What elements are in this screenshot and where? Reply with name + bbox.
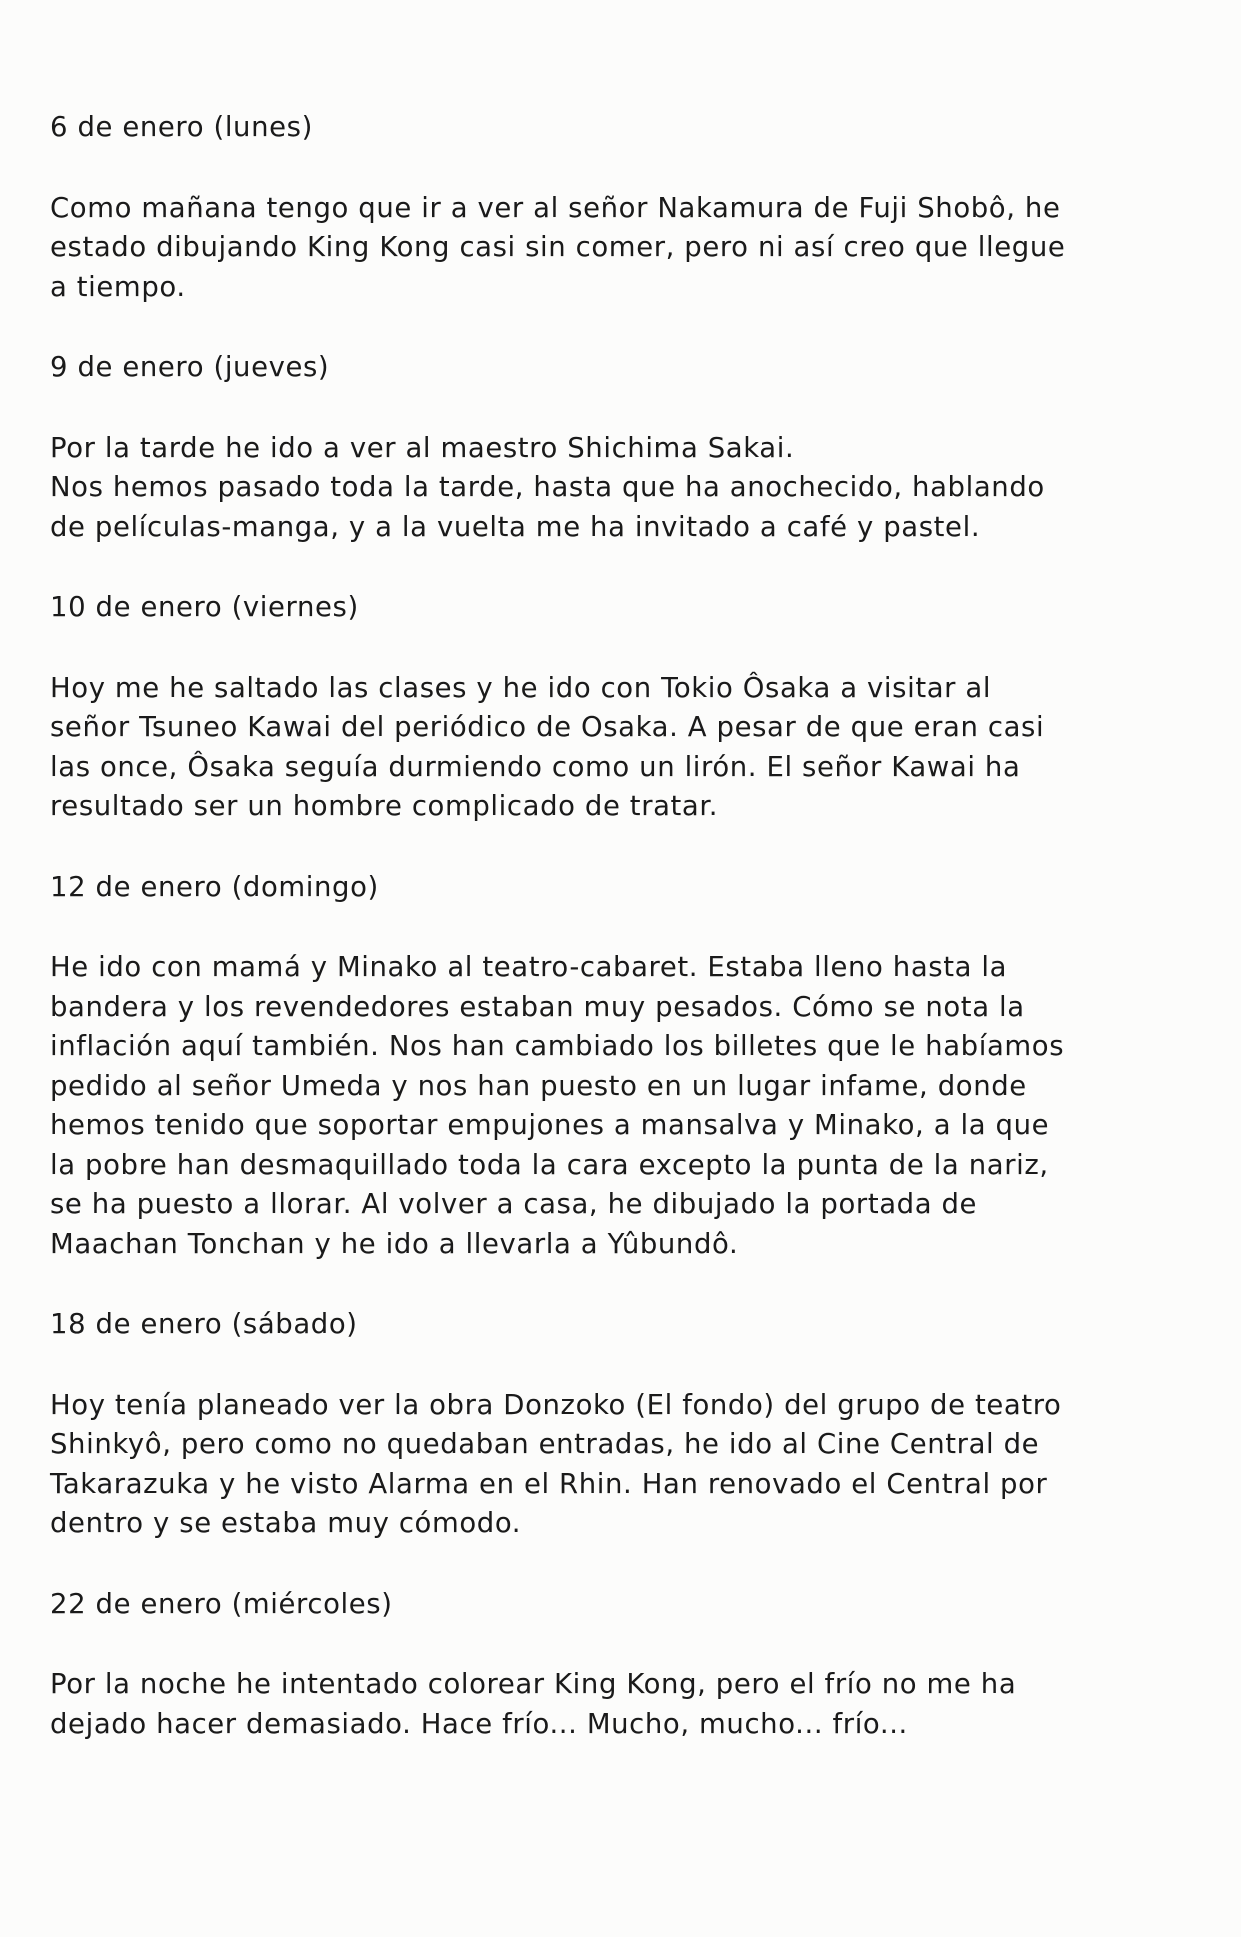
entry-line: a tiempo. [50, 270, 186, 303]
entry-line: He ido con mamá y Minako al teatro-cabaret. Estaba lleno hasta la [50, 951, 1008, 983]
entry-line: dentro y se estaba muy cómodo. [50, 1507, 522, 1539]
entry-date: 12 de enero (domingo) [50, 870, 379, 903]
entry-line: se ha puesto a llorar. Al volver a casa, he dibujado la portada de [50, 1188, 978, 1220]
diary-entry [50, 1305, 1180, 1544]
diary-entry [50, 1585, 1180, 1745]
entry-line: inflación aquí también. Nos han cambiado los billetes que le habíamos [50, 1030, 1065, 1062]
entry-line: la pobre han desmaquillado toda la cara excepto la punta de la nariz, [50, 1148, 1049, 1181]
entry-line: bandera y los revendedores estaban muy pesados. Cómo se nota la [50, 990, 1025, 1023]
entry-text [50, 429, 1180, 548]
entry-date: 9 de enero (jueves) [50, 351, 330, 383]
entry-line: resultado ser un hombre complicado de tratar. [50, 790, 719, 822]
diary-entry [50, 108, 1180, 307]
diary-entry [50, 588, 1180, 827]
entry-line: señor Tsuneo Kawai del periódico de Osaka. A pesar de que eran casi [50, 711, 1045, 743]
entry-line: Por la noche he intentado colorear King Kong, pero el frío no me ha [50, 1668, 1017, 1700]
entry-date: 18 de enero (sábado) [50, 1308, 358, 1340]
entry-date: 22 de enero (miércoles) [50, 1587, 393, 1620]
entry-line: estado dibujando King Kong casi sin comer, pero ni así creo que llegue [50, 231, 1066, 263]
entry-line: Por la tarde he ido a ver al maestro Shichima Sakai. [50, 431, 795, 464]
entry-line: las once, Ôsaka seguía durmiendo como un lirón. El señor Kawai ha [50, 750, 1021, 783]
entry-line: Hoy tenía planeado ver la obra Donzoko (El fondo) del grupo de teatro [50, 1388, 1062, 1421]
entry-text [50, 669, 1180, 827]
entry-text [50, 948, 1180, 1264]
diary-entry [50, 868, 1180, 1265]
entry-line: Shinkyô, pero como no quedaban entradas, he ido al Cine Central de [50, 1428, 1040, 1460]
entry-line: pedido al señor Umeda y nos han puesto en un lugar infame, donde [50, 1069, 1027, 1102]
entry-text [50, 1386, 1180, 1544]
entry-line: Hoy me he saltado las clases y he ido con Tokio Ôsaka a visitar al [50, 671, 992, 704]
entry-line: de películas-manga, y a la vuelta me ha invitado a café y pastel. [50, 510, 981, 543]
entry-line: dejado hacer demasiado. Hace frío... Mucho, mucho... frío... [50, 1707, 908, 1740]
entry-date: 6 de enero (lunes) [50, 111, 313, 143]
entry-text [50, 189, 1180, 308]
entry-text [50, 1665, 1180, 1744]
entry-line: Nos hemos pasado toda la tarde, hasta que ha anochecido, hablando [50, 471, 1045, 503]
diary-entry [50, 348, 1180, 547]
entry-date: 10 de enero (viernes) [50, 591, 359, 623]
entry-line: hemos tenido que soportar empujones a mansalva y Minako, a la que [50, 1109, 1050, 1141]
entry-line: Maachan Tonchan y he ido a llevarla a Yûbundô. [50, 1227, 739, 1260]
diary-content [50, 108, 1180, 1744]
entry-line: Takarazuka y he visto Alarma en el Rhin. Han renovado el Central por [50, 1467, 1048, 1500]
entry-line: Como mañana tengo que ir a ver al señor Nakamura de Fuji Shobô, he [50, 191, 1061, 224]
